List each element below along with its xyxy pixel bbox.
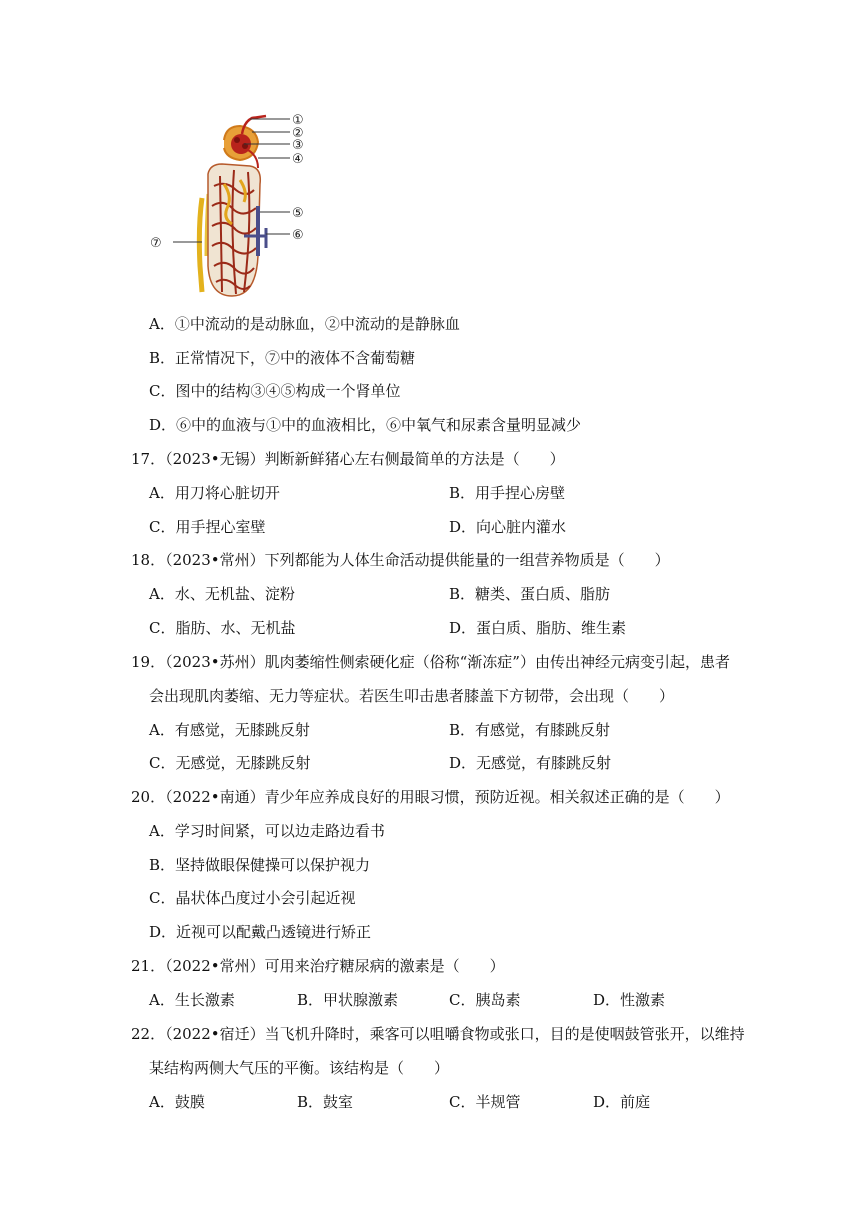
q17-option-a[interactable]: A．用刀将心脏切开: [149, 484, 280, 502]
q18-option-b[interactable]: B．糖类、蛋白质、脂肪: [449, 585, 611, 603]
q17-option-b[interactable]: B．用手捏心房壁: [449, 484, 566, 502]
q19-option-d[interactable]: D．无感觉，有膝跳反射: [449, 754, 612, 772]
q16-option-c[interactable]: C．图中的结构③④⑤构成一个肾单位: [149, 382, 401, 400]
q20-option-c[interactable]: C．晶状体凸度过小会引起近视: [149, 889, 356, 907]
q21-option-a[interactable]: A．生长激素: [149, 991, 235, 1009]
q21-option-c[interactable]: C．胰岛素: [449, 991, 521, 1009]
q19-option-a[interactable]: A．有感觉，无膝跳反射: [149, 721, 310, 739]
q16-option-d[interactable]: D．⑥中的血液与①中的血液相比，⑥中氧气和尿素含量明显减少: [149, 416, 582, 434]
q21-stem: 21．（2022•常州）可用来治疗糖尿病的激素是（ ）: [131, 957, 505, 975]
q20-option-d[interactable]: D．近视可以配戴凸透镜进行矫正: [149, 923, 372, 941]
q21-option-d[interactable]: D．性激素: [593, 991, 666, 1009]
q17-option-d[interactable]: D．向心脏内灌水: [449, 518, 567, 536]
q19-option-c[interactable]: C．无感觉，无膝跳反射: [149, 754, 311, 772]
label-2: ②: [292, 126, 304, 141]
q22-option-a[interactable]: A．鼓膜: [149, 1093, 205, 1111]
label-6: ⑥: [292, 228, 304, 243]
q17-stem: 17．（2023•无锡）判断新鲜猪心左右侧最简单的方法是（ ）: [131, 450, 565, 468]
q21-option-b[interactable]: B．甲状腺激素: [297, 991, 399, 1009]
label-1: ①: [292, 113, 304, 128]
q22-option-b[interactable]: B．鼓室: [297, 1093, 354, 1111]
q16-option-a[interactable]: A．①中流动的是动脉血，②中流动的是静脉血: [149, 315, 460, 333]
q17-option-c[interactable]: C．用手捏心室壁: [149, 518, 266, 536]
q19-stem-line1: 19．（2023•苏州）肌肉萎缩性侧索硬化症（俗称“渐冻症”）由传出神经元病变引起，患者: [131, 653, 730, 671]
q22-option-c[interactable]: C．半规管: [449, 1093, 521, 1111]
nephron-diagram: [140, 106, 330, 302]
label-4: ④: [292, 152, 304, 167]
q19-option-b[interactable]: B．有感觉，有膝跳反射: [449, 721, 611, 739]
q18-option-d[interactable]: D．蛋白质、脂肪、维生素: [449, 619, 627, 637]
q22-stem-line1: 22．（2022•宿迁）当飞机升降时，乘客可以咀嚼食物或张口，目的是使咽鼓管张开，以维持: [131, 1025, 745, 1043]
q19-stem-line2: 会出现肌肉萎缩、无力等症状。若医生叩击患者膝盖下方韧带，会出现（ ）: [149, 687, 675, 705]
q18-option-c[interactable]: C．脂肪、水、无机盐: [149, 619, 296, 637]
label-3: ③: [292, 138, 304, 153]
q22-stem-line2: 某结构两侧大气压的平衡。该结构是（ ）: [149, 1059, 450, 1077]
q20-stem: 20．（2022•南通）青少年应养成良好的用眼习惯，预防近视。相关叙述正确的是（ ）: [131, 788, 730, 806]
q22-option-d[interactable]: D．前庭: [593, 1093, 651, 1111]
q18-stem: 18．（2023•常州）下列都能为人体生命活动提供能量的一组营养物质是（ ）: [131, 551, 670, 569]
q16-option-b[interactable]: B．正常情况下，⑦中的液体不含葡萄糖: [149, 349, 416, 367]
q20-option-a[interactable]: A．学习时间紧，可以边走路边看书: [149, 822, 385, 840]
label-7: ⑦: [150, 236, 162, 251]
label-5: ⑤: [292, 206, 304, 221]
q20-option-b[interactable]: B．坚持做眼保健操可以保护视力: [149, 856, 371, 874]
q18-option-a[interactable]: A．水、无机盐、淀粉: [149, 585, 295, 603]
